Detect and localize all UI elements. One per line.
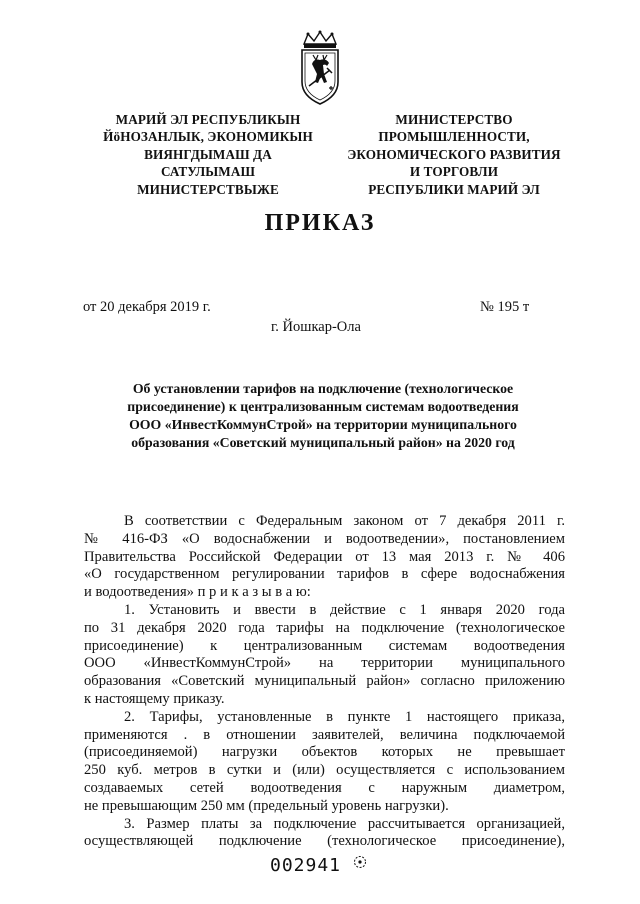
header-right-line: ПРОМЫШЛЕННОСТИ, [378, 129, 530, 145]
body-line: применяются . в отношении заявителей, величина подключаемой [84, 726, 565, 743]
serial-number: 002941 [270, 855, 342, 876]
body-line: 3. Размер платы за подключение рассчитывается организацией, [124, 815, 565, 832]
stamp-mark-icon [352, 854, 368, 870]
subject-line: ООО «ИнвестКоммунСтрой» на территории муниципального [129, 417, 517, 432]
body-line: присоединение) к централизованным системам водоотведения [84, 637, 565, 654]
body-line: (присоединяемой) нагрузки объектов которых не превышает [84, 744, 565, 761]
order-date: от 20 декабря 2019 г. [83, 299, 211, 315]
body-line: создаваемых сетей водоотведения с наружным диаметром, [84, 779, 565, 796]
ministry-name-russian [336, 111, 572, 198]
header-left-line: МИНИСТЕРСТВЫЖЕ [137, 181, 279, 197]
body-line: № 416-ФЗ «О водоснабжении и водоотведении», постановлением [84, 530, 565, 547]
body-line: осуществляющей подключение (технологическое присоединение), [84, 833, 565, 850]
header-right-line: МИНИСТЕРСТВО [395, 112, 513, 127]
body-line: «О государственном регулировании тарифов в сфере водоснабжения [84, 566, 565, 583]
body-line: ООО «ИнвестКоммунСтрой» на территории муниципального [84, 655, 565, 672]
header-left-line: ВИЯНГДЫМАШ ДА [144, 146, 272, 162]
body-line: к настоящему приказу. [84, 690, 225, 707]
order-body [84, 513, 565, 851]
body-line: 2. Тарифы, установленные в пункте 1 настоящего приказа, [124, 708, 565, 725]
order-subject [90, 380, 556, 452]
body-line: и водоотведения» п р и к а з ы в а ю: [84, 584, 311, 601]
body-line: Правительства Российской Федерации от 13 мая 2013 г. № 406 [84, 548, 565, 565]
order-city: г. Йошкар-Ола [271, 319, 361, 335]
document-title: ПРИКАЗ [264, 210, 376, 236]
subject-line: образования «Советский муниципальный район» на 2020 год [131, 435, 515, 450]
subject-line: Об установлении тарифов на подключение (технологическое [132, 381, 514, 396]
header-right-line: ЭКОНОМИЧЕСКОГО РАЗВИТИЯ [347, 146, 561, 162]
header-right-line: И ТОРГОВЛИ [409, 164, 499, 180]
order-number: № 195 т [480, 299, 530, 315]
body-line: по 31 декабря 2020 года тарифы на подключение (технологическое [84, 619, 565, 636]
body-line: 1. Установить и ввести в действие с 1 января 2020 года [124, 601, 565, 618]
ministry-name-mari [84, 111, 332, 198]
body-line: не превышающим 250 мм (предельный уровень нагрузки). [84, 797, 449, 814]
header-left-line: МАРИЙ ЭЛ РЕСПУБЛИКЫН [115, 112, 301, 127]
body-line: В соответствии с Федеральным законом от 7 декабря 2011 г. [124, 513, 565, 529]
body-line: 250 куб. метров в сутки и (или) осуществляется с использованием [84, 762, 565, 779]
header-left-line: САТУЛЫМАШ [160, 164, 256, 180]
body-line: образования «Советский муниципальный район» согласно приложению [84, 673, 565, 690]
coat-of-arms-icon [296, 30, 344, 106]
header-right-line: РЕСПУБЛИКИ МАРИЙ ЭЛ [368, 181, 540, 197]
subject-line: присоединение) к централизованным системам водоотведения [127, 399, 519, 414]
header-left-line: ЙӧНОЗАНЛЫК, ЭКОНОМИКЫН [103, 129, 313, 145]
